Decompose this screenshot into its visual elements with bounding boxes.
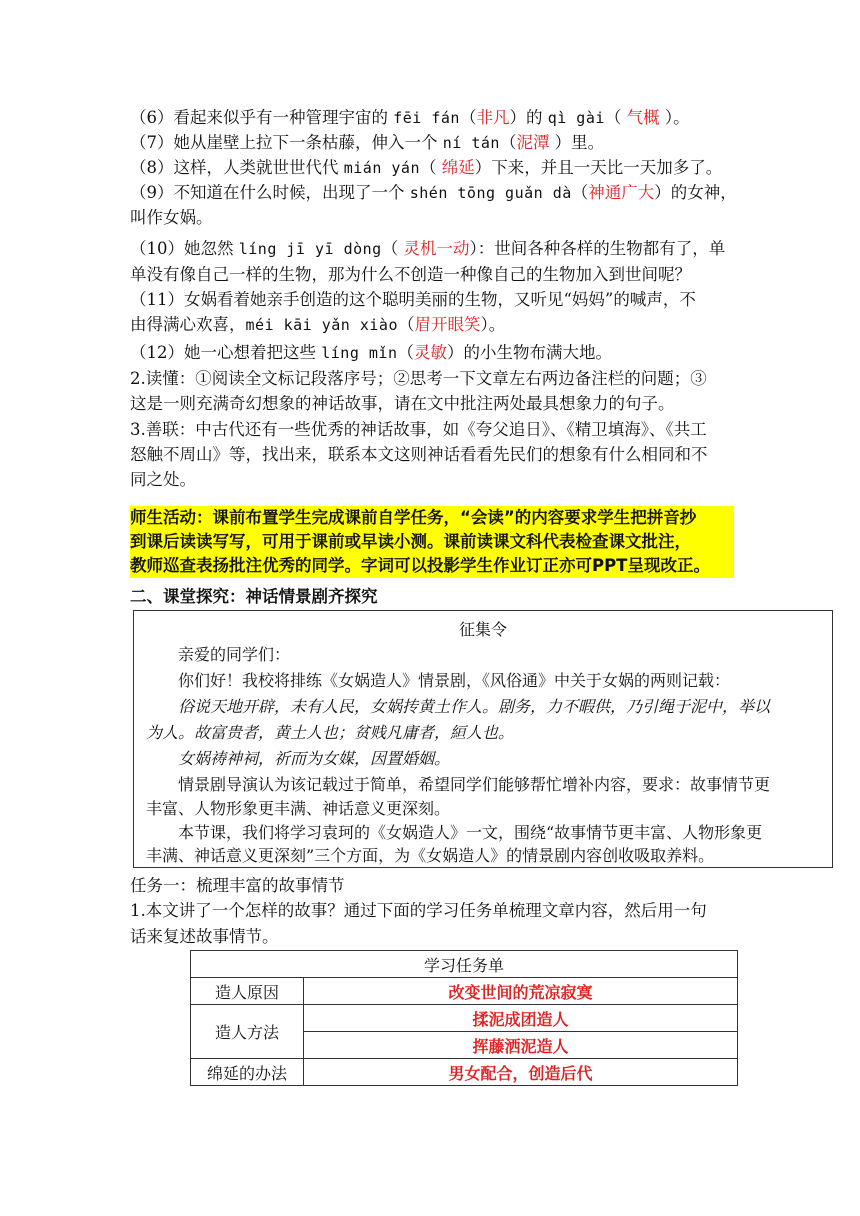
task-2-line-2: 这是一则充满奇幻想象的神话故事，请在文中批注两处最具想象力的句子。 xyxy=(130,394,675,413)
notice-title: 征集令 xyxy=(458,620,507,639)
pinyin: mián yán xyxy=(343,159,420,177)
vocab-line-7: （7）她从崖壁上拉下一条枯藤，伸入一个 ní tán（泥潭 ）里。 xyxy=(130,133,605,152)
task-3-line-1: 3.善联：中古代还有一些优秀的神话故事，如《夸父追日》、《精卫填海》、《共工 xyxy=(130,420,707,439)
highlight-line: 师生活动：课前布置学生完成课前自学任务，“会读”的内容要求学生把拼音抄 xyxy=(130,508,697,527)
answer: 绵延 xyxy=(441,158,475,177)
vocab-line-6: （6）看起来似乎有一种管理宇宙的 fēi fán（非凡）的 qì gài（ 气概 ）。 xyxy=(130,108,690,127)
notice-line: 情景剧导演认为该记载过于简单，希望同学们能够帮忙增补内容，要求：故事情节更 xyxy=(178,775,771,794)
notice-quote: 女娲祷神祠，祈而为女媒，因置婚姻。 xyxy=(178,749,451,768)
pinyin: líng mǐn xyxy=(321,344,398,362)
answer: 灵敏 xyxy=(414,343,447,362)
task-one-question-cont: 话来复述故事情节。 xyxy=(130,927,279,946)
task-one-heading: 任务一：梳理丰富的故事情节 xyxy=(130,876,345,895)
pinyin: qì gài xyxy=(547,109,605,127)
vocab-line-11-cont: 由得满心欢喜，méi kāi yǎn xiào（眉开眼笑）。 xyxy=(130,315,506,334)
row-label: 造人原因 xyxy=(191,978,304,1005)
answer: 眉开眼笑 xyxy=(414,315,481,334)
answer: 泥潭 xyxy=(516,133,550,152)
highlight-line: 到课后读读写写，可用于课前或早读小测。课前读课文科代表检查课文批注， xyxy=(130,532,691,551)
task-2-line-1: 2.读懂：①阅读全文标记段落序号；②思考一下文章左右两边备注栏的问题；③ xyxy=(130,369,707,388)
answer: 灵机一动 xyxy=(403,239,470,258)
answer: 神通广大 xyxy=(588,183,655,202)
answer: 气概 xyxy=(626,108,660,127)
notice-box xyxy=(133,610,833,868)
vocab-line-11: （11）女娲看着她亲手创造的这个聪明美丽的生物，又听见“妈妈”的喊声，不 xyxy=(130,290,696,309)
vocab-line-9-cont: 叫作女娲。 xyxy=(130,208,213,227)
teacher-activity-highlight xyxy=(130,506,734,578)
notice-quote: 为人。故富贵者，黄土人也；贫贱凡庸者，絙人也。 xyxy=(146,723,515,742)
row-value: 改变世间的荒凉寂寞 xyxy=(304,978,738,1005)
row-value: 揉泥成团造人 xyxy=(304,1005,738,1032)
vocab-line-12: （12）她一心想着把这些 líng mǐn（灵敏）的小生物布满大地。 xyxy=(130,343,612,362)
notice-line: 你们好！我校将排练《女娲造人》情景剧，《风俗通》中关于女娲的两则记载： xyxy=(178,671,731,690)
notice-line: 丰满、神话意义更深刻”三个方面，为《女娲造人》的情景剧内容创收吸取养料。 xyxy=(146,846,715,865)
task-3-line-3: 同之处。 xyxy=(130,470,196,489)
pinyin: fēi fán xyxy=(393,109,460,127)
vocab-line-10: （10）她忽然 líng jī yī dòng（ 灵机一动）：世间各种各样的生物都有了，单 xyxy=(130,239,726,258)
answer: 非凡 xyxy=(476,108,510,127)
notice-greeting: 亲爱的同学们： xyxy=(178,645,291,664)
pinyin: líng jī yī dòng xyxy=(238,240,382,258)
vocab-line-9: （9）不知道在什么时候，出现了一个 shén tōng guǎn dà（神通广大）的女神， xyxy=(130,183,737,202)
pinyin: méi kāi yǎn xiào xyxy=(245,316,398,334)
vocab-line-8: （8）这样，人类就世世代代 mián yán（ 绵延）下来，并且一天比一天加多了。 xyxy=(130,158,723,177)
section-heading: 二、课堂探究：神话情景剧齐探究 xyxy=(130,587,378,606)
worksheet-title: 学习任务单 xyxy=(191,951,738,978)
task-3-line-2: 怒触不周山》等，找出来，联系本文这则神话看看先民们的想象有什么相同和不 xyxy=(130,445,708,464)
notice-line: 丰富、人物形象更丰满、神话意义更深刻。 xyxy=(146,799,451,818)
pinyin: shén tōng guǎn dà xyxy=(409,184,572,202)
row-value: 男女配合，创造后代 xyxy=(304,1059,738,1086)
row-label: 造人方法 xyxy=(191,1005,304,1059)
task-one-question: 1.本文讲了一个怎样的故事？通过下面的学习任务单梳理文章内容，然后用一句 xyxy=(130,901,707,920)
highlight-line: 教师巡查表扬批注优秀的同学。字词可以投影学生作业订正亦可PPT呈现改正。 xyxy=(130,556,710,575)
pinyin: ní tán xyxy=(442,134,500,152)
worksheet-table xyxy=(190,950,738,1086)
notice-line: 本节课，我们将学习袁珂的《女娲造人》一文，围绕“故事情节更丰富、人物形象更 xyxy=(178,823,763,842)
row-value: 挥藤洒泥造人 xyxy=(304,1032,738,1059)
row-label: 绵延的办法 xyxy=(191,1059,304,1086)
notice-quote: 俗说天地开辟，未有人民，女娲抟黄土作人。剧务，力不暇供，乃引绳于泥中，举以 xyxy=(178,697,771,716)
vocab-line-10-cont: 单没有像自己一样的生物，那为什么不创造一种像自己的生物加入到世间呢？ xyxy=(130,265,691,284)
